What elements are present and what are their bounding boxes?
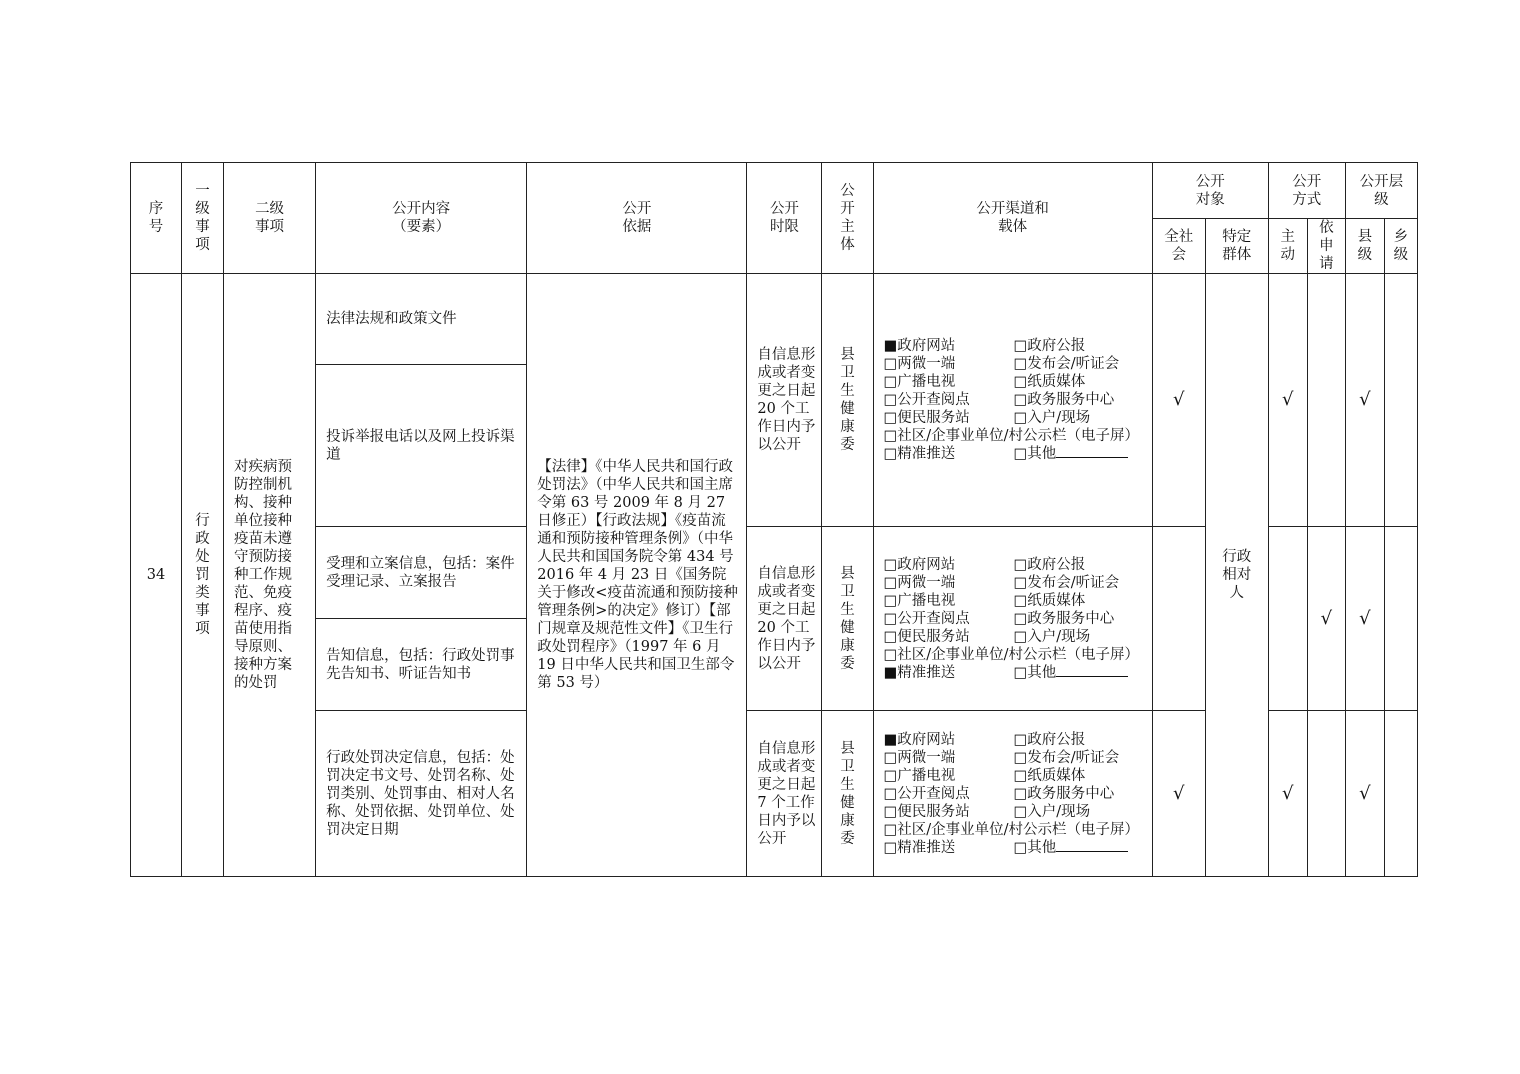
channel-option: □政务服务中心 — [1013, 785, 1115, 802]
header-subject: 公开主体 — [822, 163, 873, 274]
header-level: 公开层级 — [1345, 163, 1417, 219]
header-content: 公开内容（要素） — [316, 163, 527, 274]
cell-subject-2: 县卫生健康委 — [822, 527, 873, 711]
cell-channel-3 — [873, 711, 1152, 877]
cell-time-limit-3: 自信息形成或者变更之日起 7 个工作日内予以公开 — [747, 711, 822, 877]
content-item: 投诉举报电话以及网上投诉渠道 — [316, 365, 527, 527]
content-item: 法律法规和政策文件 — [316, 274, 527, 365]
channel-option: □入户/现场 — [1013, 803, 1091, 820]
cell-seq: 34 — [131, 274, 182, 877]
channel-option: □其他 — [1013, 664, 1057, 681]
check-apply-3 — [1307, 711, 1345, 877]
check-county-3: √ — [1345, 711, 1384, 877]
cell-time-limit-2: 自信息形成或者变更之日起 20 个工作日内予以公开 — [747, 527, 822, 711]
header-level2: 二级事项 — [224, 163, 316, 274]
channel-option: □政府公报 — [1013, 556, 1086, 573]
channel-option: □政务服务中心 — [1013, 392, 1115, 408]
cell-basis: 【法律】《中华人民共和国行政处罚法》（中华人民共和国主席令第 63 号 2009 年 8 月 27 日修正）【行政法规】《疫苗流通和预防接种管理条例》（中华人民共和国国务院令第 434 号 2016 年 4 月 23 日《国务院关于修改<疫苗流通和预防接种管理条例>的决定》修订）【部门规章及规范性文件】《卫生行政处罚程序》（1997 年 6 月 19 日中华人民共和国卫生部令第 53 号） — [527, 274, 747, 877]
channel-option: □政府公报 — [1013, 731, 1086, 748]
channel-option: □精准推送 — [883, 446, 956, 462]
header-level1: 一级事项 — [182, 163, 224, 274]
content-item: 行政处罚决定信息，包括：处罚决定书文号、处罚名称、处罚类别、处罚事由、相对人名称、处罚依据、处罚单位、处罚决定日期 — [316, 711, 527, 877]
cell-channel-2 — [873, 527, 1152, 711]
disclosure-table — [130, 162, 1418, 877]
cell-specific-group: 行政相对人 — [1205, 274, 1268, 877]
channel-option: □入户/现场 — [1013, 628, 1091, 645]
header-method: 公开方式 — [1268, 163, 1345, 219]
channel-option: □发布会/听证会 — [1013, 749, 1120, 766]
channel-option: □公开查阅点 — [883, 392, 970, 408]
check-town-1 — [1384, 274, 1417, 527]
blank-underline — [1056, 664, 1128, 677]
check-apply-1 — [1307, 274, 1345, 527]
channel-option: □两微一端 — [883, 574, 956, 591]
channel-option: □两微一端 — [883, 749, 956, 766]
header-level-town: 乡级 — [1384, 219, 1417, 274]
check-town-3 — [1384, 711, 1417, 877]
blank-underline — [1056, 445, 1128, 458]
channel-option: □便民服务站 — [883, 803, 970, 820]
check-county-2: √ — [1345, 527, 1384, 711]
cell-level2: 对疾病预防控制机构、接种单位接种疫苗未遵守预防接种工作规范、免疫程序、疫苗使用指导原则、接种方案的处罚 — [224, 274, 316, 877]
header-method-apply: 依申请 — [1307, 219, 1345, 274]
cell-subject-3: 县卫生健康委 — [822, 711, 873, 877]
header-time-limit: 公开时限 — [747, 163, 822, 274]
header-seq: 序号 — [131, 163, 182, 274]
channel-option: □公开查阅点 — [883, 610, 970, 627]
channel-option: □便民服务站 — [883, 410, 970, 426]
check-all-2 — [1152, 527, 1205, 711]
header-target-all: 全社会 — [1152, 219, 1205, 274]
check-town-2 — [1384, 527, 1417, 711]
channel-option: □其他 — [1013, 839, 1057, 856]
cell-channel-1 — [873, 274, 1152, 527]
channel-option: □社区/企事业单位/村公示栏（电子屏） — [883, 428, 1139, 444]
channel-option: ■政府网站 — [883, 338, 956, 354]
check-all-3: √ — [1152, 711, 1205, 877]
channel-option: □公开查阅点 — [883, 785, 970, 802]
check-active-3: √ — [1268, 711, 1307, 877]
channel-option: □便民服务站 — [883, 628, 970, 645]
channel-option: □发布会/听证会 — [1013, 574, 1120, 591]
channel-option: ■政府网站 — [883, 731, 956, 748]
header-level-county: 县级 — [1345, 219, 1384, 274]
header-channel: 公开渠道和载体 — [873, 163, 1152, 274]
channel-option: □广播电视 — [883, 767, 956, 784]
channel-option: □社区/企事业单位/村公示栏（电子屏） — [883, 821, 1139, 838]
channel-option: □发布会/听证会 — [1013, 356, 1120, 372]
check-county-1: √ — [1345, 274, 1384, 527]
channel-option: □精准推送 — [883, 839, 956, 856]
channel-option: □政府公报 — [1013, 338, 1086, 354]
check-all-1: √ — [1152, 274, 1205, 527]
header-method-active: 主动 — [1268, 219, 1307, 274]
channel-option: □纸质媒体 — [1013, 374, 1086, 390]
header-basis: 公开依据 — [527, 163, 747, 274]
cell-subject-1: 县卫生健康委 — [822, 274, 873, 527]
cell-level1: 行政处罚类事项 — [182, 274, 224, 877]
channel-option: □入户/现场 — [1013, 410, 1091, 426]
content-item: 受理和立案信息，包括：案件受理记录、立案报告 — [316, 527, 527, 619]
channel-option: □广播电视 — [883, 374, 956, 390]
channel-option: □纸质媒体 — [1013, 592, 1086, 609]
channel-option: □政务服务中心 — [1013, 610, 1115, 627]
check-apply-2: √ — [1307, 527, 1345, 711]
blank-underline — [1056, 839, 1128, 852]
channel-option: □两微一端 — [883, 356, 956, 372]
cell-time-limit-1: 自信息形成或者变更之日起 20 个工作日内予以公开 — [747, 274, 822, 527]
channel-option: ■精准推送 — [883, 664, 956, 681]
check-active-1: √ — [1268, 274, 1307, 527]
channel-option: □其他 — [1013, 446, 1057, 462]
header-target: 公开对象 — [1152, 163, 1268, 219]
channel-option: □纸质媒体 — [1013, 767, 1086, 784]
content-item: 告知信息，包括：行政处罚事先告知书、听证告知书 — [316, 619, 527, 711]
channel-option: □广播电视 — [883, 592, 956, 609]
channel-option: □社区/企事业单位/村公示栏（电子屏） — [883, 646, 1139, 663]
header-target-specific: 特定群体 — [1205, 219, 1268, 274]
check-active-2 — [1268, 527, 1307, 711]
channel-option: □政府网站 — [883, 556, 956, 573]
